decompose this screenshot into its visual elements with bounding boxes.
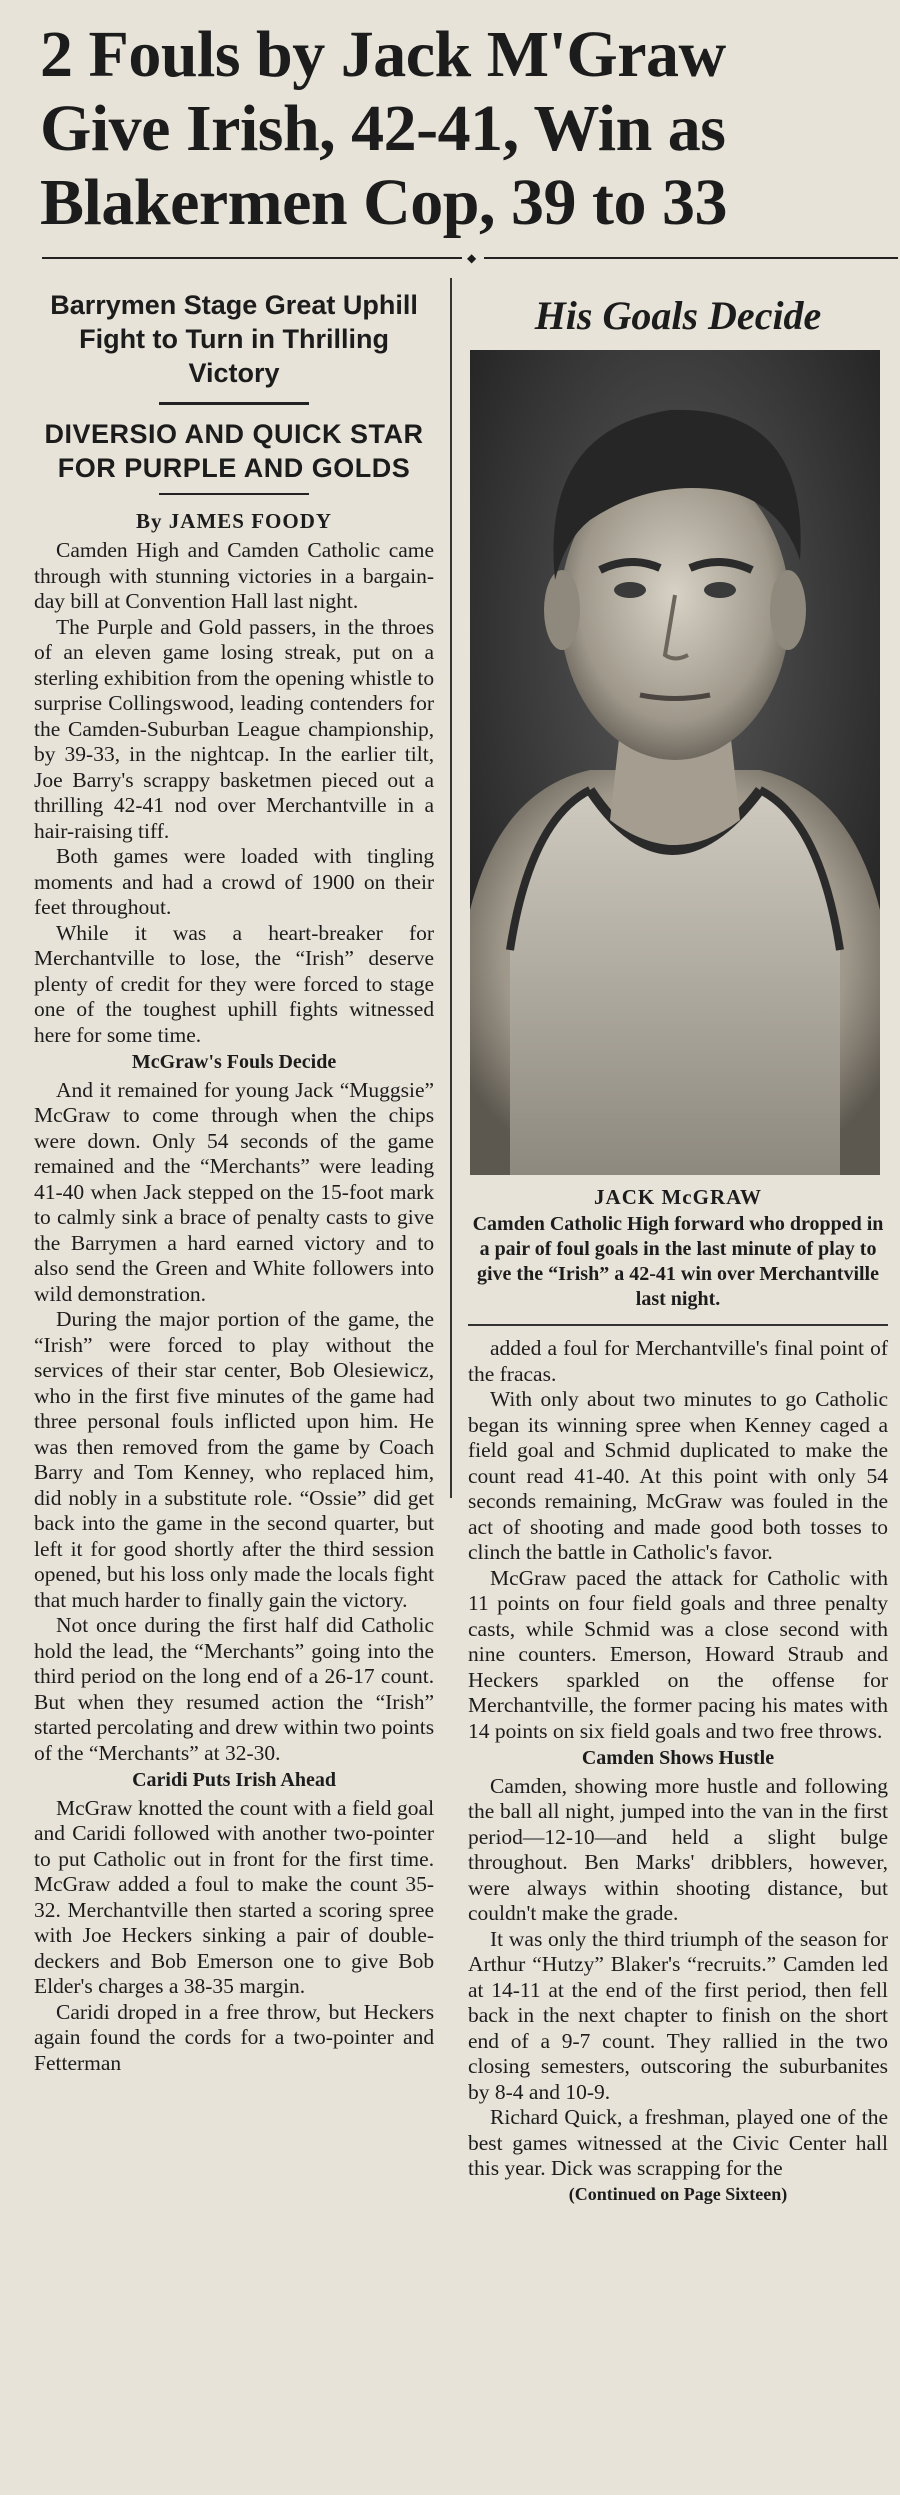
rule-left xyxy=(42,257,462,259)
deck-primary xyxy=(34,288,434,390)
caption-name: JACK McGRAW xyxy=(594,1185,762,1209)
paragraph: And it remained for young Jack “Muggsie” McGraw to come through when the chips were down. Only 54 seconds of the game remained and the “Merchants” were leading 41-40 when Jack stepped on the 15-foot mark to calmly sink a brace of penalty casts to give the Barrymen a hard earned victory and to also send the Green and White followers into wild demonstration. xyxy=(34,1077,435,1306)
box-bottom-rule xyxy=(468,1324,888,1326)
deck-primary-line: Barrymen Stage Great Uphill xyxy=(50,290,418,320)
left-column xyxy=(12,272,450,2205)
deck-rule-2 xyxy=(159,493,309,495)
paragraph: The Purple and Gold passers, in the throes of an eleven game losing streak, put on a sterling exhibition from the opening whistle to surprise Collingswood, leading contenders for the Camden-Suburban League championship, by 39-33, in the nightcap. In the earlier tilt, Joe Barry's scrappy basketmen pieced out a thrilling 42-41 nod over Merchantville in a hair-raising tiff. xyxy=(34,614,435,843)
byline: By JAMES FOODY xyxy=(136,509,333,533)
player-portrait-image xyxy=(470,350,880,1175)
article-body-left xyxy=(34,538,434,2076)
headline-line-3: Blakermen Cop, 39 to 33 xyxy=(40,166,727,239)
headline-rule xyxy=(12,250,888,266)
paragraph: Not once during the first half did Catholic hold the lead, the “Merchants” going into the third period on the long end of a 26-17 count. But when they resumed action the “Irish” started percolating and drew within two points of the “Merchants” at 32-30. xyxy=(34,1613,435,1765)
paragraph: Richard Quick, a freshman, played one of the best games witnessed at the Civic Center hall this year. Dick was scrapping for the xyxy=(468,2105,888,2180)
paragraph: McGraw knotted the count with a field goal and Caridi followed with another two-pointer to put Catholic out in front for the first time. McGraw added a foul to make the count 35-32. Merchantville then started a scoring spree with Joe Heckers sinking a pair of double-deckers and Bob Emerson one to give Bob Elder's charges a 38-35 margin. xyxy=(34,1795,435,1998)
right-column xyxy=(452,272,888,2205)
paragraph: Both games were loaded with tingling moments and had a crowd of 1900 on their feet throughout. xyxy=(34,844,435,919)
paragraph: It was only the third triumph of the season for Arthur “Hutzy” Blaker's “recruits.” Camden led at 14-11 at the end of the first period, then fell back in the next chapter to finish on the short end of a 9-7 count. They rallied in the two closing semesters, outscoring the suburbanites by 8-4 and 10-9. xyxy=(468,1926,888,2104)
photo-box-title: His Goals Decide xyxy=(534,293,822,338)
paragraph: Camden, showing more hustle and following the ball all night, jumped into the van in the first period—12-10—and held a slight bulge throughout. Ben Marks' dribblers, however, were always within shooting distance, but couldn't make the grade. xyxy=(468,1773,888,1925)
paragraph: Caridi droped in a free throw, but Heckers again found the cords for a two-pointer and Fetterman xyxy=(34,1999,435,2075)
continued-note: (Continued on Page Sixteen) xyxy=(568,2183,788,2204)
deck-secondary-line: FOR PURPLE AND GOLDS xyxy=(57,453,411,483)
subhead: Camden Shows Hustle xyxy=(581,1747,775,1769)
subhead: Caridi Puts Irish Ahead xyxy=(132,1769,336,1791)
deck-secondary-line: DIVERSIO AND QUICK STAR xyxy=(44,419,424,449)
headline-line-1: 2 Fouls by Jack M'Graw xyxy=(40,18,726,91)
paragraph: added a foul for Merchantville's final point of the fracas. xyxy=(468,1336,888,1386)
caption-text: Camden Catholic High forward who dropped in a pair of foul goals in the last minute of play to give the “Irish” a 42-41 win over Merchantville last night. xyxy=(472,1213,884,1310)
paragraph: McGraw paced the attack for Catholic with 11 points on four field goals and three penalty casts, while Schmid was a close second with nine counters. Emerson, Howard Straub and Heckers sparkled on the offense for Merchantville, the former pacing his mates with 14 points on six field goals and two free throws. xyxy=(468,1565,888,1743)
deck-primary-line: Fight to Turn in Thrilling xyxy=(79,324,389,354)
rule-right xyxy=(484,257,898,259)
deck-primary-line: Victory xyxy=(188,358,280,388)
diamond-ornament-icon: ◆ xyxy=(467,251,477,265)
player-photo xyxy=(470,350,880,1175)
paragraph: Camden High and Camden Catholic came through with stunning victories in a bargain-day bill at Convention Hall last night. xyxy=(34,538,435,613)
paragraph: While it was a heart-breaker for Merchantville to lose, the “Irish” deserve plenty of credit for they were forced to stage one of the toughest uphill fights witnessed here for some time. xyxy=(34,920,435,1047)
deck-rule xyxy=(159,402,309,405)
subhead: McGraw's Fouls Decide xyxy=(131,1051,337,1073)
headline xyxy=(12,18,888,240)
paragraph: During the major portion of the game, the “Irish” were forced to play without the services of their star center, Bob Olesiewicz, who in the first five minutes of the game had three personal fouls inflicted upon him. He was then removed from the game by Coach Barry and Tom Kenney, who replaced him, did nobly in a substitute role. “Ossie” did get back into the game in the second quarter, but left it for good shortly after the third session opened, but his loss only made the locals fight that much harder to finally gain the victory. xyxy=(34,1307,435,1612)
headline-line-2: Give Irish, 42-41, Win as xyxy=(40,92,726,165)
article-body-right xyxy=(468,1336,888,2182)
paragraph: With only about two minutes to go Catholic began its winning spree when Kenney caged a field goal and Schmid duplicated to make the count read 41-40. At this point with only 54 seconds remaining, McGraw was fouled in the act of shooting and made good both tosses to clinch the battle in Catholic's favor. xyxy=(468,1387,888,1564)
deck-secondary xyxy=(34,417,434,485)
